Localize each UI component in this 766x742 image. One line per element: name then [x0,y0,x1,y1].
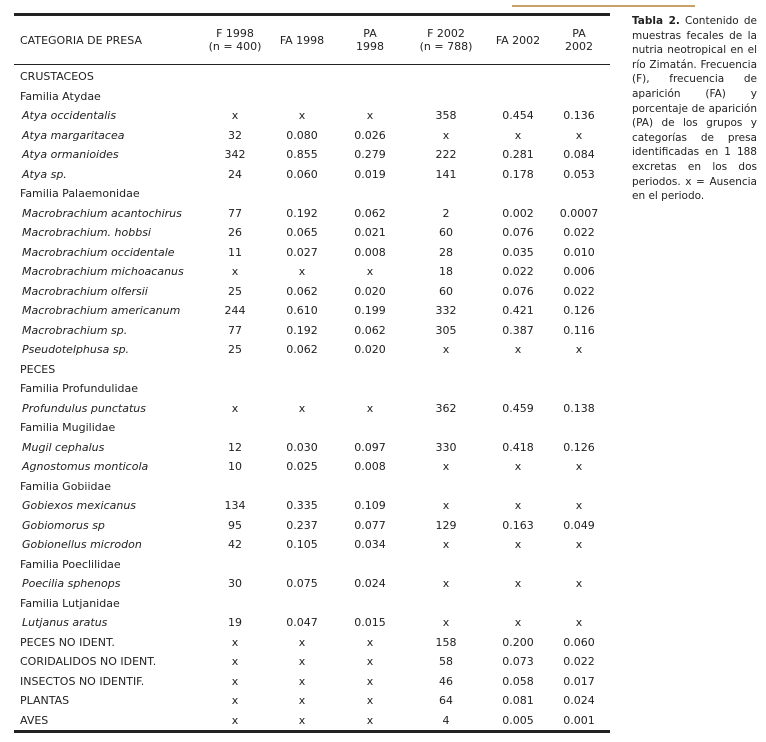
cell-value: 0.015 [354,616,386,630]
cell-value: x [442,343,450,357]
cell-value: 158 [435,635,457,649]
cell-value: x [514,499,522,513]
cell-value [488,555,548,575]
cell-value: 0.081 [502,694,534,708]
cell-value [548,418,610,438]
cell-value: x [298,694,306,708]
cell-value: 0.062 [286,284,318,298]
table-row [14,243,610,263]
cell-value [548,184,610,204]
cell-category-name: Familia Gobiidae [20,479,112,493]
cell-value: 26 [228,226,242,240]
cell-value: 0.062 [354,206,386,220]
cell-value [548,65,610,87]
table-row [14,126,610,146]
cell-value: 0.058 [502,674,534,688]
cell-value [336,65,404,87]
cell-value [488,184,548,204]
cell-value: 0.020 [354,343,386,357]
cell-value: 0.008 [354,460,386,474]
cell-category-name: INSECTOS NO IDENTIF. [20,674,145,688]
cell-value: 0.065 [286,226,318,240]
cell-value: 0.022 [563,226,595,240]
table-row [14,516,610,536]
cell-value: 0.017 [563,674,595,688]
cell-value: x [231,655,239,669]
cell-value: 342 [224,148,246,162]
cell-value: x [442,616,450,630]
cell-value: 24 [228,167,242,181]
cell-value: 0.024 [563,694,595,708]
cell-value: 332 [435,304,457,318]
cell-category-name: Gobiomorus sp [22,518,105,532]
cell-value: x [442,499,450,513]
cell-category-name: Lutjanus aratus [22,616,108,630]
cell-value: 0.116 [563,323,595,337]
cell-value: 18 [439,265,453,279]
cell-value: 2 [442,206,450,220]
cell-category-name: Macrobrachium sp. [22,323,128,337]
cell-value [202,184,268,204]
table-row [14,145,610,165]
cell-value: 0.075 [286,577,318,591]
cell-value [202,360,268,380]
cell-value [202,594,268,614]
cell-value [336,555,404,575]
cell-value: 0.022 [502,265,534,279]
cell-value: 0.022 [563,655,595,669]
cell-value: 0.062 [354,323,386,337]
cell-category-name: PECES [20,362,56,376]
cell-value: 0.077 [354,518,386,532]
table-row [14,106,610,126]
column-header-pa2002: PA 2002 [548,16,610,65]
table-group-row [14,477,610,497]
cell-value: 0.097 [354,440,386,454]
cell-value [336,360,404,380]
cell-value [488,594,548,614]
cell-value: 0.076 [502,226,534,240]
table-group-row [14,555,610,575]
table-row [14,535,610,555]
cell-value: 0.026 [354,128,386,142]
cell-value [268,555,336,575]
cell-value: x [575,577,583,591]
cell-category-name: Macrobrachium olfersii [22,284,148,298]
table-row [14,633,610,653]
cell-value: x [575,460,583,474]
cell-category-name: PECES NO IDENT. [20,635,115,649]
cell-value [336,184,404,204]
cell-value: x [366,265,374,279]
column-header-fa2002: FA 2002 [488,16,548,65]
cell-value: 0.178 [502,167,534,181]
cell-value: x [298,401,306,415]
cell-value [548,477,610,497]
cell-category-name: Profundulus punctatus [22,401,146,415]
cell-value: 0.060 [286,167,318,181]
cell-value [336,418,404,438]
cell-value: 0.163 [502,518,534,532]
table-row [14,691,610,711]
cell-value: 0.855 [286,148,318,162]
cell-value [336,594,404,614]
cell-value: 0.335 [286,499,318,513]
cell-value: 0.002 [502,206,534,220]
table-row [14,613,610,633]
cell-value: x [514,460,522,474]
cell-value: 11 [228,245,242,259]
cell-category-name: AVES [20,713,49,727]
cell-value: 30 [228,577,242,591]
cell-value: 0.418 [502,440,534,454]
table-group-row [14,360,610,380]
cell-value [548,87,610,107]
cell-value [268,65,336,87]
cell-category-name: CRUSTACEOS [20,70,94,84]
cell-value: 362 [435,401,457,415]
table-group-row [14,418,610,438]
cell-category-name: Gobiexos mexicanus [22,499,137,513]
cell-value [404,594,488,614]
cell-value: x [575,616,583,630]
cell-value: 0.021 [354,226,386,240]
cell-value: 0.053 [563,167,595,181]
cell-value: x [366,694,374,708]
cell-value: 0.019 [354,167,386,181]
cell-value [404,379,488,399]
cell-value: 0.025 [286,460,318,474]
caption-text: Contenido de muestras fecales de la nutria neotropical en el río Zimatán. Frecuencia (F), frecuencia de aparición (FA) y porcentaje de aparición (PA) de los grupos y categorías de presa identificadas en 1 188 excretas en los dos periodos. x = Ausencia en el periodo. [632,15,757,203]
cell-category-name: Mugil cephalus [22,440,105,454]
cell-value: x [575,538,583,552]
table-row [14,165,610,185]
column-header-f2002: F 2002 (n = 788) [404,16,488,65]
cell-value: x [298,674,306,688]
cell-value: 358 [435,109,457,123]
cell-value: x [442,538,450,552]
cell-value: 0.136 [563,109,595,123]
cell-value: 0.001 [563,713,595,727]
table-group-row [14,87,610,107]
table-row [14,340,610,360]
cell-value: x [298,265,306,279]
prey-table [14,13,610,733]
cell-value: 305 [435,323,457,337]
cell-value [488,418,548,438]
cell-value [548,594,610,614]
cell-value: 0.062 [286,343,318,357]
cell-value [488,379,548,399]
cell-value: x [366,674,374,688]
table-row [14,672,610,692]
cell-value: 0.060 [563,635,595,649]
cell-value: x [298,713,306,727]
cell-value: 0.237 [286,518,318,532]
decorative-rule [512,5,695,7]
table-row [14,652,610,672]
cell-value [488,65,548,87]
cell-value: x [366,109,374,123]
cell-value: 330 [435,440,457,454]
column-header-pa1998: PA 1998 [336,16,404,65]
cell-value [268,360,336,380]
cell-value [404,418,488,438]
table-row [14,262,610,282]
cell-category-name: Poecilia sphenops [22,577,121,591]
column-header-fa1998: FA 1998 [268,16,336,65]
cell-value: 77 [228,206,242,220]
cell-category-name: CORIDALIDOS NO IDENT. [20,655,157,669]
cell-category-name: Pseudotelphusa sp. [22,343,130,357]
cell-value: x [231,713,239,727]
table-row [14,223,610,243]
cell-value: 4 [442,713,450,727]
column-header-category: CATEGORIA DE PRESA [14,16,202,65]
cell-category-name: Familia Atydae [20,89,101,103]
cell-value: x [575,343,583,357]
cell-value: 0.192 [286,323,318,337]
cell-value [488,360,548,380]
cell-value: x [231,694,239,708]
cell-value: 0.105 [286,538,318,552]
cell-value: 0.035 [502,245,534,259]
cell-value [268,594,336,614]
table-header-row [14,16,610,65]
cell-value: x [366,713,374,727]
prey-table-grid [14,16,610,730]
table-group-row [14,594,610,614]
cell-value: x [366,655,374,669]
cell-category-name: Macrobrachium michoacanus [22,265,184,279]
cell-category-name: Macrobrachium americanum [22,304,181,318]
cell-value [404,184,488,204]
cell-category-name: Gobionellus microdon [22,538,142,552]
cell-value [548,555,610,575]
cell-value [268,87,336,107]
cell-value: 25 [228,284,242,298]
cell-value: 129 [435,518,457,532]
cell-value: x [514,538,522,552]
cell-value: x [442,128,450,142]
cell-value: 0.454 [502,109,534,123]
table-row [14,301,610,321]
cell-value [202,65,268,87]
cell-category-name: Macrobrachium occidentale [22,245,175,259]
cell-value: 0.022 [563,284,595,298]
cell-value: 0.200 [502,635,534,649]
cell-value [404,555,488,575]
cell-value [268,477,336,497]
cell-category-name: Atya sp. [22,167,67,181]
table-row [14,574,610,594]
cell-value: 46 [439,674,453,688]
cell-value: x [231,635,239,649]
table-body [14,65,610,731]
cell-category-name: Macrobrachium. hobbsi [22,226,151,240]
cell-category-name: Familia Palaemonidae [20,187,140,201]
cell-value: 0.073 [502,655,534,669]
cell-value: 0.010 [563,245,595,259]
cell-value: 0.005 [502,713,534,727]
cell-value: 134 [224,499,246,513]
table-row [14,711,610,731]
cell-value: 0.024 [354,577,386,591]
cell-value: x [514,128,522,142]
cell-value [336,379,404,399]
cell-value: 244 [224,304,246,318]
cell-value: 0.281 [502,148,534,162]
cell-value: x [231,265,239,279]
cell-value: 0.030 [286,440,318,454]
table-group-row [14,184,610,204]
cell-value [268,418,336,438]
cell-value: 0.076 [502,284,534,298]
cell-value: x [514,577,522,591]
cell-value: 0.109 [354,499,386,513]
cell-value [336,477,404,497]
cell-value: x [442,460,450,474]
cell-value: x [298,109,306,123]
cell-value [268,379,336,399]
cell-value: x [231,109,239,123]
table-row [14,399,610,419]
cell-value: x [366,635,374,649]
cell-value [404,87,488,107]
table-caption [632,14,757,204]
cell-category-name: Atya ormanioides [22,148,119,162]
table-row [14,282,610,302]
cell-value: 0.126 [563,304,595,318]
cell-value: x [514,343,522,357]
cell-value: 10 [228,460,242,474]
cell-value: 19 [228,616,242,630]
cell-category-name: Familia Lutjanidae [20,596,120,610]
cell-value: 0.610 [286,304,318,318]
cell-value: 0.387 [502,323,534,337]
cell-value [202,87,268,107]
caption-label: Tabla 2. [632,15,680,27]
cell-value: x [442,577,450,591]
cell-value: 0.080 [286,128,318,142]
cell-value: 0.047 [286,616,318,630]
cell-category-name: PLANTAS [20,694,70,708]
cell-value: 0.279 [354,148,386,162]
cell-value: 0.199 [354,304,386,318]
cell-value [268,184,336,204]
cell-category-name: Macrobrachium acantochirus [22,206,182,220]
cell-category-name: Atya occidentalis [22,109,117,123]
cell-value: 0.192 [286,206,318,220]
cell-value: x [366,401,374,415]
table-row [14,496,610,516]
cell-value: 58 [439,655,453,669]
cell-value: 64 [439,694,453,708]
cell-value: 60 [439,226,453,240]
cell-category-name: Atya margaritacea [22,128,125,142]
cell-value: 25 [228,343,242,357]
cell-value: 95 [228,518,242,532]
cell-value: 0.126 [563,440,595,454]
cell-value: 60 [439,284,453,298]
cell-category-name: Familia Poeclilidae [20,557,121,571]
cell-value [404,65,488,87]
cell-value: 222 [435,148,457,162]
table-row [14,438,610,458]
cell-value: x [231,401,239,415]
table-group-row [14,65,610,87]
table-group-row [14,379,610,399]
cell-value [404,360,488,380]
cell-value [548,379,610,399]
cell-value: x [298,655,306,669]
cell-value: 32 [228,128,242,142]
cell-value: 0.459 [502,401,534,415]
cell-value [488,87,548,107]
cell-value: 141 [435,167,457,181]
cell-value: 0.421 [502,304,534,318]
cell-category-name: Familia Profundulidae [20,382,139,396]
cell-value: 0.138 [563,401,595,415]
cell-value [202,418,268,438]
cell-value: 0.0007 [559,206,599,220]
table-row [14,457,610,477]
cell-value: 0.034 [354,538,386,552]
cell-value [202,379,268,399]
cell-value: 28 [439,245,453,259]
cell-value [202,555,268,575]
cell-value: 0.027 [286,245,318,259]
cell-value [488,477,548,497]
cell-value [336,87,404,107]
table-row [14,321,610,341]
cell-value: 0.006 [563,265,595,279]
cell-value: 12 [228,440,242,454]
cell-value: x [575,499,583,513]
cell-value: 42 [228,538,242,552]
cell-value [404,477,488,497]
cell-value: x [298,635,306,649]
cell-value [202,477,268,497]
cell-value: 0.008 [354,245,386,259]
cell-value [548,360,610,380]
cell-value: 0.084 [563,148,595,162]
cell-value: x [575,128,583,142]
cell-category-name: Familia Mugilidae [20,421,116,435]
cell-value: x [231,674,239,688]
cell-value: 77 [228,323,242,337]
table-row [14,204,610,224]
cell-value: x [514,616,522,630]
cell-category-name: Agnostomus monticola [22,460,149,474]
column-header-f1998: F 1998 (n = 400) [202,16,268,65]
cell-value: 0.049 [563,518,595,532]
cell-value: 0.020 [354,284,386,298]
